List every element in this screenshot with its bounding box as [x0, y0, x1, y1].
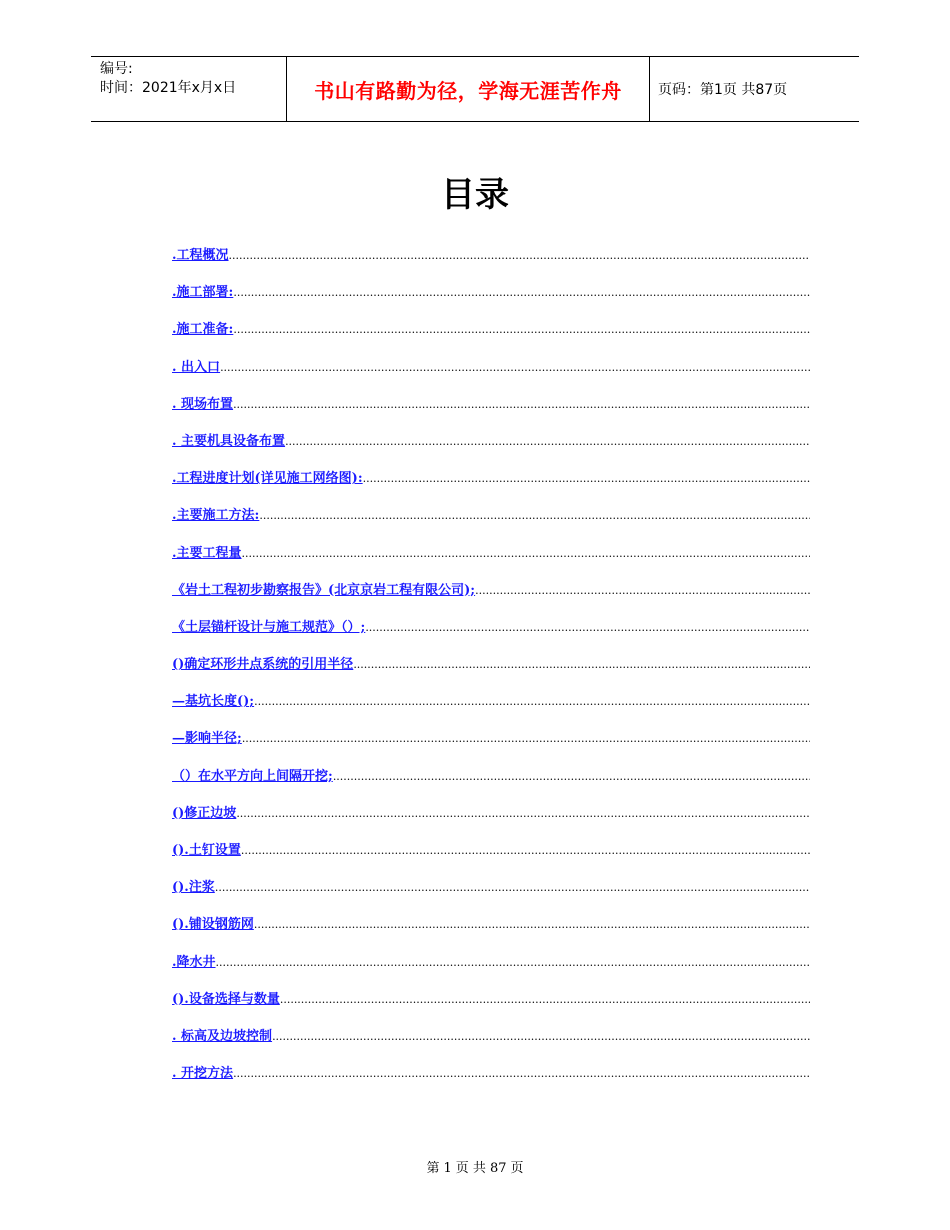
- toc-item: [172, 469, 810, 506]
- toc-link[interactable]: .工程进度计划(详见施工网络图):: [172, 471, 363, 487]
- toc-dot-leader: [285, 432, 810, 452]
- toc-link[interactable]: . 主要机具设备布置: [172, 433, 286, 449]
- footer-page-number: 1: [443, 1161, 452, 1176]
- toc-link[interactable]: 《岩土工程初步勘察报告》(北京京岩工程有限公司);: [172, 582, 476, 598]
- toc-item: [172, 990, 810, 1027]
- toc-link[interactable]: ()确定环形井点系统的引用半径: [172, 657, 354, 673]
- footer-mid: 页 共: [455, 1161, 486, 1176]
- toc-item: [172, 320, 810, 357]
- footer-total-pages: 87: [489, 1161, 507, 1176]
- toc-dot-leader: [229, 246, 810, 266]
- toc-dot-leader: [353, 655, 810, 675]
- toc-link[interactable]: 《土层锚杆设计与施工规范》（）;: [172, 619, 366, 635]
- header-page-info: 页码：第1页 共87页: [658, 82, 788, 98]
- toc-item: [172, 283, 810, 320]
- toc-dot-leader: [220, 358, 810, 378]
- toc-item: [172, 692, 810, 729]
- toc-link[interactable]: . 开挖方法: [172, 1066, 234, 1082]
- header-meta: [91, 57, 287, 121]
- toc-dot-leader: [233, 283, 810, 303]
- toc-dot-leader: [233, 395, 810, 415]
- toc-link[interactable]: ().土钉设置: [172, 843, 241, 858]
- toc-dot-leader: [333, 767, 810, 787]
- toc-dot-leader: [475, 581, 810, 601]
- footer-prefix: 第: [426, 1161, 440, 1176]
- serial-label: 编号:: [100, 61, 133, 77]
- toc-dot-leader: [259, 506, 810, 526]
- toc-item: [172, 767, 810, 804]
- toc-dot-leader: [236, 804, 810, 824]
- toc-link[interactable]: . 现场布置: [172, 396, 234, 412]
- toc-dot-leader: [233, 1064, 810, 1084]
- toc-link[interactable]: .施工部署:: [172, 285, 234, 301]
- toc-dot-leader: [254, 692, 810, 712]
- toc-link[interactable]: .施工准备:: [172, 322, 234, 338]
- time-label: 时间：2021年x月x日: [100, 80, 237, 96]
- toc-link[interactable]: .降水井: [172, 954, 216, 970]
- toc-item: [172, 246, 810, 283]
- toc-item: [172, 618, 810, 655]
- toc-item: [172, 878, 810, 915]
- toc-link[interactable]: —基坑长度();: [172, 694, 255, 710]
- toc-link[interactable]: .主要工程量: [172, 545, 242, 561]
- toc-item: [172, 953, 810, 990]
- toc-link[interactable]: . 标高及边坡控制: [172, 1028, 273, 1044]
- toc-dot-leader: [233, 320, 810, 340]
- toc-dot-leader: [215, 878, 810, 898]
- toc-item: [172, 915, 810, 952]
- toc-item: [172, 358, 810, 395]
- toc-item: [172, 544, 810, 581]
- toc-link[interactable]: . 出入口: [172, 359, 221, 375]
- toc-item: [172, 804, 810, 841]
- toc-dot-leader: [241, 841, 810, 861]
- toc-item: [172, 581, 810, 618]
- toc-item: [172, 506, 810, 543]
- toc-dot-leader: [280, 990, 810, 1010]
- toc-link[interactable]: .主要施工方法:: [172, 508, 260, 524]
- page-footer: [0, 1157, 950, 1176]
- toc-item: [172, 1027, 810, 1064]
- toc-item: [172, 729, 810, 766]
- toc-link[interactable]: ().铺设钢筋网: [172, 917, 254, 933]
- toc-link[interactable]: .工程概况: [172, 248, 229, 263]
- toc-item: [172, 1064, 810, 1101]
- page-title: 目录: [441, 175, 509, 215]
- toc-dot-leader: [242, 544, 810, 564]
- toc-link[interactable]: （）在水平方向上间隔开挖;: [172, 768, 333, 784]
- footer-suffix: 页: [510, 1161, 524, 1176]
- page-header: [91, 56, 859, 122]
- toc-link[interactable]: ().设备选择与数量: [172, 991, 280, 1007]
- toc-dot-leader: [363, 469, 810, 489]
- toc-dot-leader: [254, 915, 810, 935]
- toc-item: [172, 655, 810, 692]
- toc-item: [172, 841, 810, 878]
- toc-link[interactable]: ()修正边坡: [172, 805, 237, 821]
- toc-link[interactable]: ().注浆: [172, 880, 215, 896]
- toc-dot-leader: [365, 618, 810, 638]
- table-of-contents: [172, 246, 810, 1101]
- toc-dot-leader: [216, 953, 810, 973]
- header-motto: 书山有路勤为径，学海无涯苦作舟: [287, 57, 650, 121]
- toc-item: [172, 432, 810, 469]
- toc-item: [172, 395, 810, 432]
- toc-dot-leader: [272, 1027, 810, 1047]
- toc-dot-leader: [242, 729, 810, 749]
- toc-link[interactable]: —影响半径;: [172, 731, 242, 747]
